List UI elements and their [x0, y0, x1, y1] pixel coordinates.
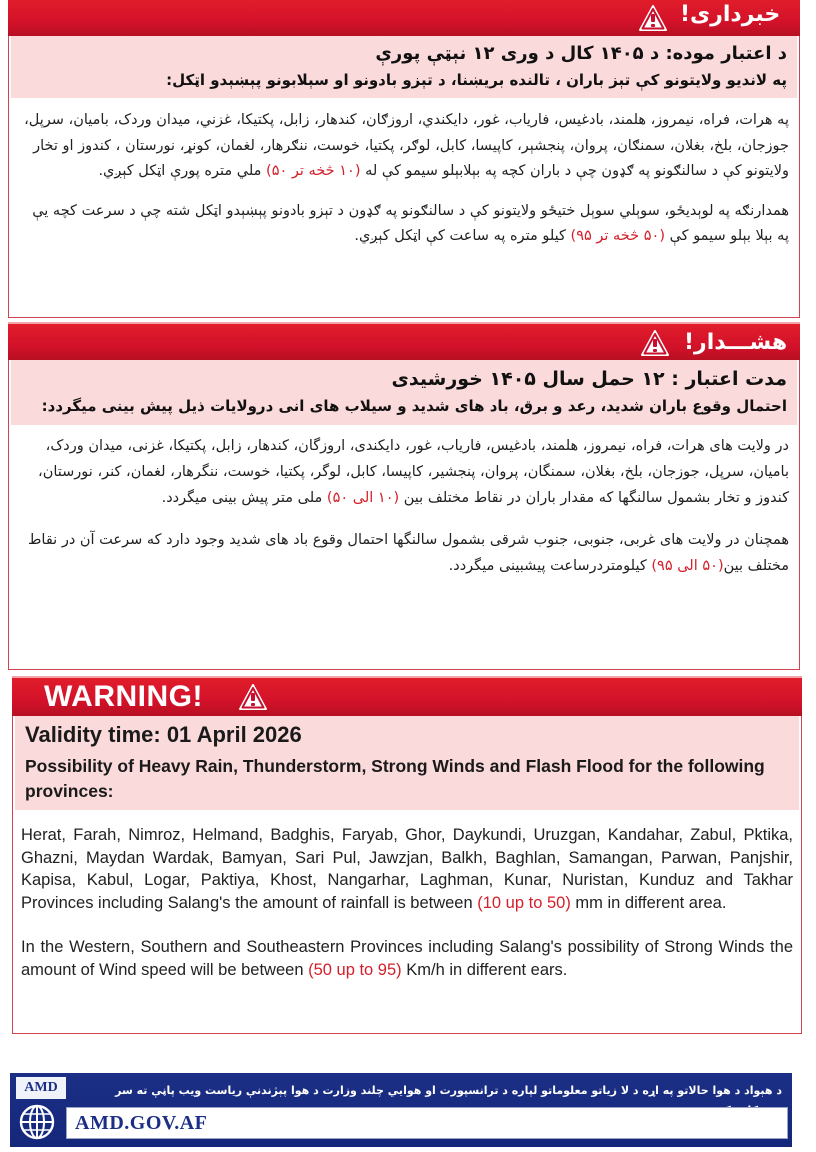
pashto-wind-text: همدارنګه په لوېدیځو، سوېلي سوېل ختیځو ولایتونو کې د سالنګونو په ګډون د تېزو بادونو پېښېدو اټکل شته چې د سرعت کچه یې په بېلا بېلو سیمو کې — [32, 202, 789, 244]
website-url-link[interactable]: AMD.GOV.AF — [66, 1107, 788, 1139]
english-body — [13, 810, 801, 981]
pashto-warning-section — [8, 0, 800, 318]
english-wind-paragraph — [21, 936, 793, 981]
dari-body — [9, 425, 799, 579]
warning-triangle-icon — [640, 329, 670, 357]
english-wind-text: In the Western, Southern and Southeastern Provinces including Salang's possibility of Strong Winds the amount of Wind speed will be between — [21, 938, 793, 979]
english-subtitle: Possibility of Heavy Rain, Thunderstorm, Strong Winds and Flash Flood for the following provinces: — [25, 756, 765, 801]
english-banner — [12, 676, 802, 716]
dari-banner-title: هشـــدار! — [684, 330, 788, 355]
pashto-rain-range: (۱۰ څخه تر ۵۰) — [266, 163, 361, 179]
dari-wind-text-end: کیلومتردرساعت پیشبینی میگردد. — [448, 558, 652, 574]
dari-validity: مدت اعتبار : ۱۲ حمل سال ۱۴۰۵ خورشیدی — [391, 368, 787, 390]
dari-warning-section — [8, 322, 800, 670]
dari-header-box — [11, 360, 797, 425]
english-wind-range: (50 up to 95) — [308, 960, 402, 979]
dari-rain-text: در ولایت های هرات، فراه، نیمروز، هلمند، بادغیس، فاریاب، غور، دایکندی، اروزگان، کندهار، زابل، پکتیکا، غزنی، میدان وردک، بامیان، سرپل، جوزجان، بلخ، بغلان، سمنگان، پروان، پنجشیر، کاپیسا، کابل، لوگر، پکتیا، خوست، ننگرهار، لغمان، کنر، نورستان، کندوز و تخار بشمول سالنگها که مقدار باران در نقاط مختلف بین — [38, 438, 789, 506]
english-wind-text-end: Km/h in different ears. — [401, 960, 568, 979]
pashto-banner — [8, 0, 800, 36]
english-rain-paragraph — [21, 824, 793, 914]
dari-rain-range: (۱۰ الی ۵۰) — [326, 490, 400, 506]
english-rain-text: Herat, Farah, Nimroz, Helmand, Badghis, Faryab, Ghor, Daykundi, Uruzgan, Kandahar, Zabul, Pktika, Ghazni, Maydan Wardak, Bamyan, Sari Pul, Jawzjan, Balkh, Baghlan, Samangan, Parwan, Panjshir, Kapisa, Kabul, Logar, Paktiya, Khost, Nangarhar, Laghman, Kunar, Nuristan, Kunduz and Takhar Provinces including Salang's the amount of rainfall is between — [21, 826, 793, 912]
dari-subtitle: احتمال وقوع باران شدید، رعد و برق، باد های شدید و سیلاب های انی درولایات ذیل پیش بینی میگردد: — [41, 397, 787, 415]
footer-note: د هېواد د هوا حالاتو په اړه د لا زیاتو معلوماتو لپاره د ترانسپورت او هوايي چلند وزارت د هوا پېژندنې ریاست ویب پاڼې ته سر — [115, 1084, 782, 1097]
dari-wind-range: (۵۰ الی ۹۵) — [651, 558, 724, 574]
english-rain-text-end: mm in different area. — [570, 893, 727, 912]
footer-bar — [10, 1073, 792, 1147]
english-rain-range: (10 up to 50) — [477, 893, 571, 912]
pashto-rain-paragraph — [19, 108, 789, 185]
pashto-wind-paragraph — [19, 199, 789, 250]
dari-rain-text-end: ملی متر پیش بینی میگردد. — [161, 490, 327, 506]
dari-rain-paragraph — [19, 433, 789, 511]
pashto-subtitle: په لانديو ولایتونو کې تېز باران ، تالنده بریښنا، د تېزو بادونو او سېلابونو پېښېدو اټکل: — [166, 71, 787, 89]
pashto-rain-text-end: ملي متره پورې اټکل کېږي. — [98, 163, 267, 179]
warning-triangle-icon — [638, 4, 668, 32]
pashto-body — [9, 98, 799, 250]
english-header-box — [15, 716, 799, 810]
pashto-banner-title: خبرداری! — [680, 2, 781, 27]
amd-logo: AMD — [16, 1077, 66, 1099]
english-panel — [12, 716, 802, 1034]
globe-icon — [18, 1103, 56, 1141]
pashto-validity: د اعتبار موده: د ۱۴۰۵ کال د وری ۱۲ نېټې پورې — [375, 43, 787, 64]
english-warning-section — [12, 676, 802, 1034]
dari-wind-paragraph — [19, 527, 789, 579]
dari-panel — [8, 360, 800, 670]
pashto-panel — [8, 36, 800, 318]
pashto-wind-text-end: کیلو متره په ساعت کې اټکل کېږي. — [354, 228, 571, 244]
dari-wind-text: همچنان در ولایت های غربی، جنوبی، جنوب شرقی بشمول سالنگها احتمال وقوع باد های شدید وجود دارد که سرعت آن در نقاط مختلف بین — [28, 532, 789, 574]
warning-triangle-icon — [238, 683, 268, 711]
pashto-header-box — [11, 36, 797, 98]
english-banner-title: WARNING! — [44, 680, 203, 713]
pashto-rain-text: په هرات، فراه، نیمروز، هلمند، بادغیس، فاریاب، غور، دایکندي، اروزګان، کندهار، زابل، پکتیکا، غزني، میدان وردک، بامیان، سرپل، جوزجان، بلخ، بغلان، سمنګان، پروان، پنجشېر، کاپیسا، کابل، لوګر، پکتیا، خوست، ننګرهار، لغمان، کونړ، نورستان ، کندوز او تخار ولایتونو کې د سالنګونو په ګډون چې د باران کچه په بېلابېلو سیمو کې له — [24, 112, 789, 179]
dari-banner — [8, 322, 800, 360]
english-validity: Validity time: 01 April 2026 — [25, 722, 302, 747]
pashto-wind-range: (۵۰ څخه تر ۹۵) — [570, 228, 665, 244]
